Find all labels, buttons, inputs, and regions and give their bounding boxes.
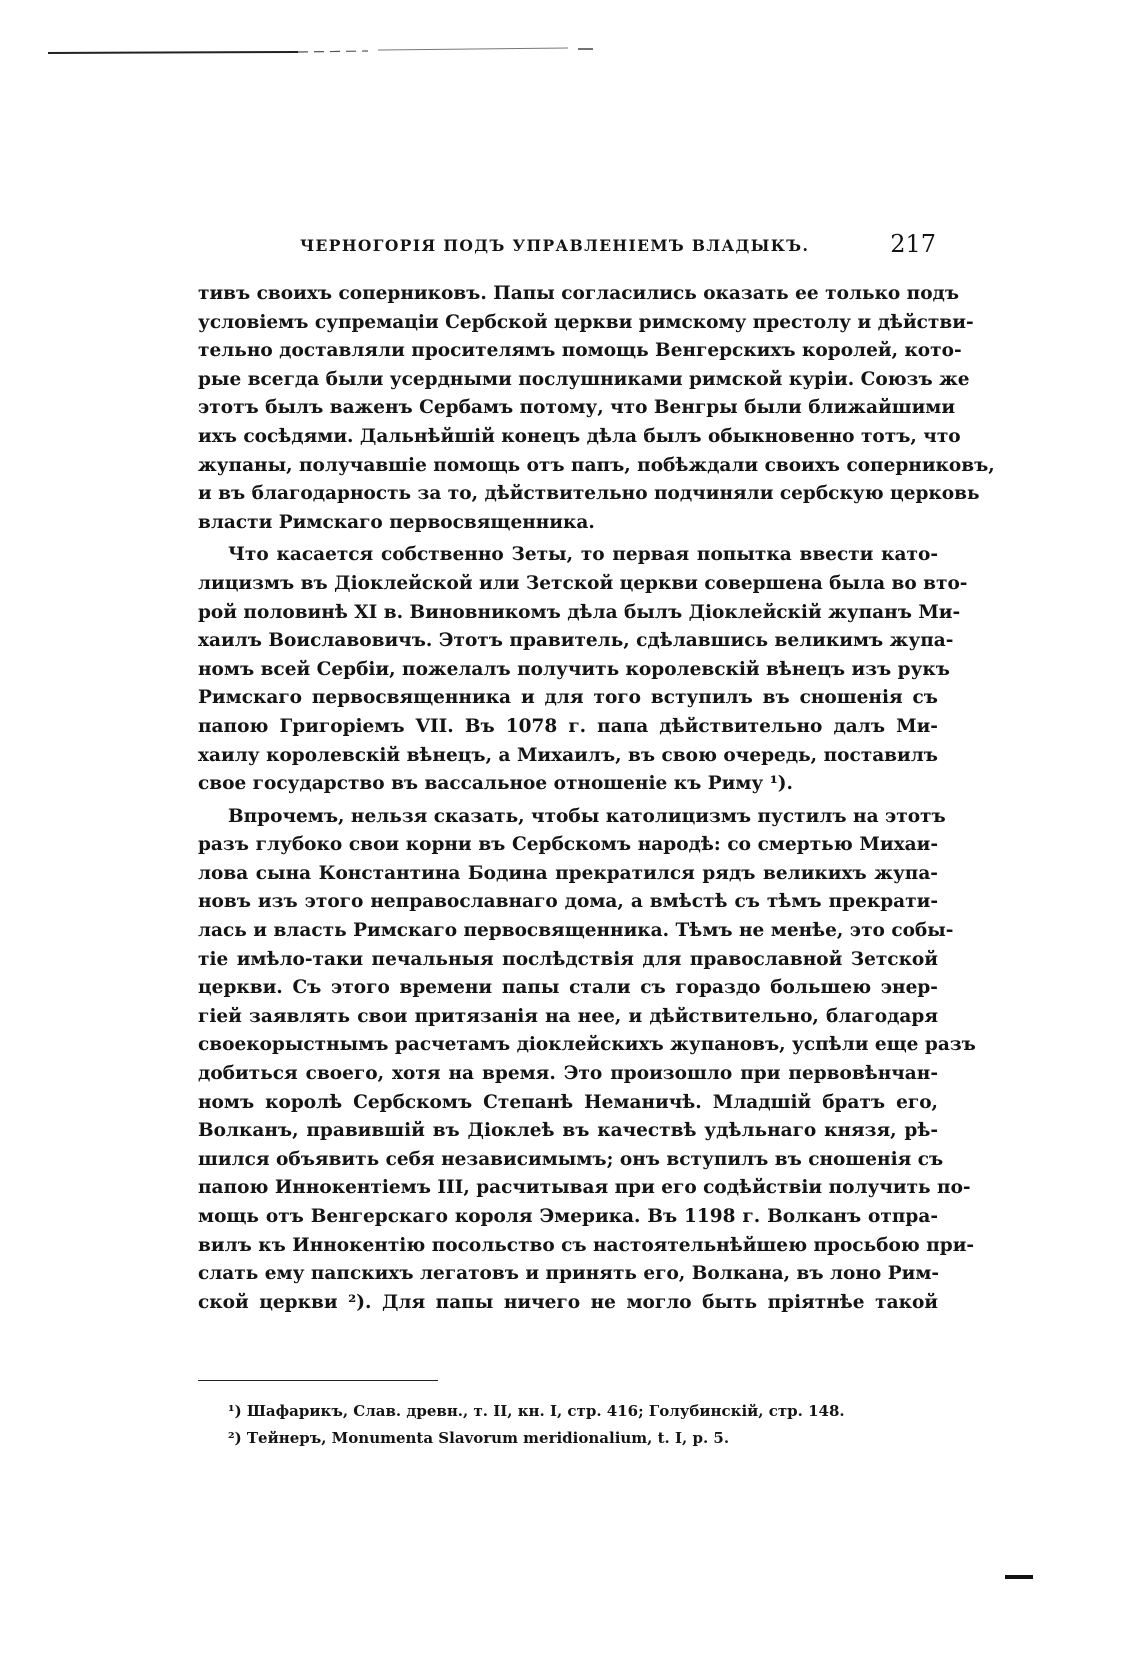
text-line: этотъ былъ важенъ Сербамъ потому, что Венгры были ближайшими bbox=[198, 397, 956, 419]
text-line: папою Иннокентіемъ III, расчитывая при его содѣйствіи получить по- bbox=[198, 1177, 971, 1199]
text-line: условіемъ супремаціи Сербской церкви римскому престолу и дѣйстви- bbox=[198, 311, 974, 333]
text-line: слать ему папскихъ легатовъ и принять его, Волкана, въ лоно Рим- bbox=[198, 1263, 940, 1285]
page-number: 217 bbox=[890, 230, 936, 258]
text-line: рой половинѣ XI в. Виновникомъ дѣла былъ Діоклейскій жупанъ Ми- bbox=[198, 601, 961, 623]
text-line: ихъ сосѣдями. Дальнѣйшій конецъ дѣла былъ обыкновенно тотъ, что bbox=[198, 425, 961, 447]
running-head: ЧЕРНОГОРІЯ ПОДЪ УПРАВЛЕНІЕМЪ ВЛАДЫКЪ. bbox=[300, 236, 810, 255]
text-line: власти Римскаго первосвященника. bbox=[198, 511, 595, 533]
text-line: Впрочемъ, нельзя сказать, чтобы католицизмъ пустилъ на этотъ bbox=[228, 805, 946, 827]
text-line: церкви. Съ этого времени папы стали съ гораздо большею энер- bbox=[198, 977, 938, 999]
text-line: добиться своего, хотя на время. Это произошло при первовѣнчан- bbox=[198, 1063, 938, 1085]
text-line: рые всегда были усердными послушниками римской куріи. Союзъ же bbox=[198, 368, 970, 390]
scan-edge-rule bbox=[48, 46, 603, 56]
text-line: хаилу королевскій вѣнецъ, а Михаилъ, въ свою очередь, поставилъ bbox=[198, 744, 938, 766]
text-line: тивъ своихъ соперниковъ. Папы согласились оказать ее только подъ bbox=[198, 283, 960, 304]
text-line: жупаны, получавшіе помощь отъ папъ, побѣждали своихъ соперниковъ, bbox=[198, 454, 995, 476]
text-line: вилъ къ Иннокентію посольство съ настоятельнѣйшею просьбою при- bbox=[198, 1234, 975, 1256]
scan-edge-mark bbox=[1005, 1575, 1033, 1579]
page-header bbox=[300, 230, 936, 270]
text-line: Волканъ, правившій въ Діоклеѣ въ качествѣ удѣльнаго князя, рѣ- bbox=[198, 1120, 938, 1142]
text-line: ской церкви ²). Для папы ничего не могло быть пріятнѣе такой bbox=[198, 1291, 938, 1313]
text-line: лась и власть Римскаго первосвященника. Тѣмъ не менѣе, это собы- bbox=[198, 920, 954, 942]
text-line: гіей заявлять свои притязанія на нее, и дѣйствительно, благодаря bbox=[198, 1005, 938, 1027]
text-line: Что касается собственно Зеты, то первая попытка ввести като- bbox=[228, 544, 938, 566]
text-line: разъ глубоко свои корни въ Сербскомъ народѣ: со смертью Михаи- bbox=[198, 834, 938, 856]
text-line: новъ изъ этого неправославнаго дома, а вмѣстѣ съ тѣмъ прекрати- bbox=[198, 891, 938, 913]
text-line: папою Григоріемъ VII. Въ 1078 г. папа дѣйствительно далъ Ми- bbox=[198, 715, 938, 737]
text-line: лицизмъ въ Діоклейской или Зетской церкви совершена была во вто- bbox=[198, 572, 968, 594]
footnote: ¹) Шафарикъ, Слав. древн., т. II, кн. I, стр. 416; Голубинскій, стр. 148. bbox=[228, 1402, 845, 1420]
footnotes bbox=[228, 1398, 948, 1452]
text-line: мощь отъ Венгерскаго короля Эмерика. Въ 1198 г. Волканъ отпра- bbox=[198, 1206, 938, 1227]
text-line: и въ благодарность за то, дѣйствительно подчиняли сербскую церковь bbox=[198, 483, 980, 505]
footnote-separator bbox=[198, 1380, 438, 1381]
text-line: Римскаго первосвященника и для того вступилъ въ сношенія съ bbox=[198, 687, 938, 709]
body-text bbox=[198, 280, 995, 1317]
text-line: номъ всей Сербіи, пожелалъ получить королевскій вѣнецъ изъ рукъ bbox=[198, 658, 950, 680]
text-line: хаилъ Воиславовичъ. Этотъ правитель, сдѣлавшись великимъ жупа- bbox=[198, 630, 954, 652]
footnote: ²) Тейнеръ, Monumenta Slavorum meridionalium, t. I, p. 5. bbox=[228, 1429, 730, 1447]
text-line: своекорыстнымъ расчетамъ діоклейскихъ жупановъ, успѣли еще разъ bbox=[198, 1034, 976, 1056]
text-line: лова сына Константина Бодина прекратился рядъ великихъ жупа- bbox=[198, 862, 938, 884]
text-line: шился объявить себя независимымъ; онъ вступилъ въ сношенія съ bbox=[198, 1148, 944, 1170]
text-line: тельно доставляли просителямъ помощь Венгерскихъ королей, кото- bbox=[198, 340, 962, 362]
text-line: свое государство въ вассальное отношеніе къ Риму ¹). bbox=[198, 773, 793, 795]
text-line: тіе имѣло-таки печальныя послѣдствія для православной Зетской bbox=[198, 948, 938, 970]
text-line: номъ королѣ Сербскомъ Степанѣ Неманичѣ. Младшій братъ его, bbox=[198, 1091, 938, 1113]
